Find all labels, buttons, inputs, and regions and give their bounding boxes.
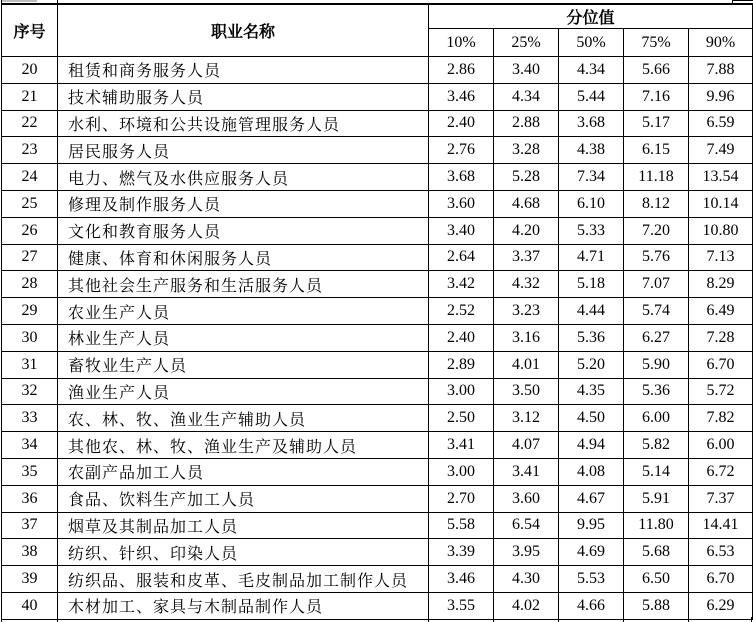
row-occupation: 健康、体育和休闲服务人员 bbox=[58, 244, 429, 271]
row-value: 6.15 bbox=[624, 137, 689, 164]
row-value: 3.16 bbox=[494, 324, 559, 351]
table-body bbox=[2, 57, 753, 620]
row-index: 37 bbox=[2, 512, 58, 539]
header-percentile-group: 分位值 bbox=[429, 4, 753, 29]
row-value: 6.59 bbox=[689, 110, 753, 137]
row-value: 2.40 bbox=[429, 324, 494, 351]
row-value: 2.88 bbox=[494, 110, 559, 137]
bottom-sliver-line-col6 bbox=[688, 617, 689, 622]
row-value: 5.44 bbox=[559, 83, 624, 110]
row-value: 5.28 bbox=[494, 164, 559, 191]
row-value: 4.50 bbox=[559, 405, 624, 432]
row-value: 4.67 bbox=[559, 485, 624, 512]
table-row bbox=[2, 110, 753, 137]
row-value: 13.54 bbox=[689, 164, 753, 191]
row-value: 6.54 bbox=[494, 512, 559, 539]
row-value: 3.60 bbox=[429, 190, 494, 217]
row-value: 2.89 bbox=[429, 351, 494, 378]
bottom-sliver-line-left bbox=[1, 617, 2, 622]
header-percentile-10: 10% bbox=[429, 29, 494, 57]
row-occupation: 食品、饮料生产加工人员 bbox=[58, 485, 429, 512]
row-value: 4.69 bbox=[559, 539, 624, 566]
row-value: 3.28 bbox=[494, 137, 559, 164]
row-value: 6.29 bbox=[689, 592, 753, 619]
row-value: 3.46 bbox=[429, 83, 494, 110]
row-value: 3.00 bbox=[429, 378, 494, 405]
row-value: 4.01 bbox=[494, 351, 559, 378]
row-value: 10.14 bbox=[689, 190, 753, 217]
row-value: 4.71 bbox=[559, 244, 624, 271]
row-value: 4.34 bbox=[494, 83, 559, 110]
table-row bbox=[2, 137, 753, 164]
header-percentile-90: 90% bbox=[689, 29, 753, 57]
bottom-sliver-line-col1 bbox=[57, 617, 58, 622]
row-value: 9.95 bbox=[559, 512, 624, 539]
row-value: 2.40 bbox=[429, 110, 494, 137]
row-value: 2.64 bbox=[429, 244, 494, 271]
row-occupation: 其他社会生产服务和生活服务人员 bbox=[58, 271, 429, 298]
row-value: 2.70 bbox=[429, 485, 494, 512]
row-occupation: 水利、环境和公共设施管理服务人员 bbox=[58, 110, 429, 137]
row-index: 40 bbox=[2, 592, 58, 619]
row-value: 3.55 bbox=[429, 592, 494, 619]
row-value: 6.00 bbox=[689, 432, 753, 459]
row-value: 4.02 bbox=[494, 592, 559, 619]
row-value: 6.00 bbox=[624, 405, 689, 432]
row-value: 5.90 bbox=[624, 351, 689, 378]
row-occupation: 畜牧业生产人员 bbox=[58, 351, 429, 378]
row-value: 7.88 bbox=[689, 57, 753, 84]
header-percentile-75: 75% bbox=[624, 29, 689, 57]
row-value: 3.42 bbox=[429, 271, 494, 298]
row-value: 5.82 bbox=[624, 432, 689, 459]
row-value: 9.96 bbox=[689, 83, 753, 110]
row-value: 6.72 bbox=[689, 458, 753, 485]
row-index: 25 bbox=[2, 190, 58, 217]
row-index: 20 bbox=[2, 57, 58, 84]
row-value: 3.23 bbox=[494, 298, 559, 325]
table-row bbox=[2, 539, 753, 566]
row-value: 6.50 bbox=[624, 566, 689, 593]
table-row bbox=[2, 485, 753, 512]
row-value: 2.52 bbox=[429, 298, 494, 325]
row-index: 35 bbox=[2, 458, 58, 485]
row-occupation: 其他农、林、牧、渔业生产及辅助人员 bbox=[58, 432, 429, 459]
row-value: 6.27 bbox=[624, 324, 689, 351]
row-value: 5.76 bbox=[624, 244, 689, 271]
row-value: 3.40 bbox=[429, 217, 494, 244]
row-occupation: 木材加工、家具与木制品制作人员 bbox=[58, 592, 429, 619]
row-occupation: 电力、燃气及水供应服务人员 bbox=[58, 164, 429, 191]
table-row bbox=[2, 298, 753, 325]
header-percentile-50: 50% bbox=[559, 29, 624, 57]
row-value: 7.07 bbox=[624, 271, 689, 298]
table-row bbox=[2, 458, 753, 485]
top-sliver-line-right-h bbox=[732, 0, 753, 1]
occupation-wage-percentile-table bbox=[1, 3, 753, 620]
row-value: 3.41 bbox=[429, 432, 494, 459]
row-value: 5.53 bbox=[559, 566, 624, 593]
row-value: 2.76 bbox=[429, 137, 494, 164]
row-index: 26 bbox=[2, 217, 58, 244]
row-value: 3.50 bbox=[494, 378, 559, 405]
row-occupation: 纺织品、服装和皮革、毛皮制品加工制作人员 bbox=[58, 566, 429, 593]
row-value: 10.80 bbox=[689, 217, 753, 244]
table-row bbox=[2, 271, 753, 298]
row-value: 4.38 bbox=[559, 137, 624, 164]
row-index: 27 bbox=[2, 244, 58, 271]
row-occupation: 渔业生产人员 bbox=[58, 378, 429, 405]
row-value: 11.18 bbox=[624, 164, 689, 191]
bottom-sliver-line-col4 bbox=[558, 617, 559, 622]
row-value: 4.44 bbox=[559, 298, 624, 325]
table-row bbox=[2, 83, 753, 110]
bottom-sliver-line-col5 bbox=[623, 617, 624, 622]
table-row bbox=[2, 378, 753, 405]
row-value: 5.33 bbox=[559, 217, 624, 244]
table-row bbox=[2, 592, 753, 619]
row-value: 5.36 bbox=[624, 378, 689, 405]
row-value: 7.13 bbox=[689, 244, 753, 271]
row-index: 38 bbox=[2, 539, 58, 566]
header-index: 序号 bbox=[2, 4, 58, 57]
row-value: 6.49 bbox=[689, 298, 753, 325]
table-row bbox=[2, 164, 753, 191]
row-value: 4.34 bbox=[559, 57, 624, 84]
row-value: 4.68 bbox=[494, 190, 559, 217]
row-value: 3.39 bbox=[429, 539, 494, 566]
row-index: 23 bbox=[2, 137, 58, 164]
row-value: 5.91 bbox=[624, 485, 689, 512]
row-value: 5.74 bbox=[624, 298, 689, 325]
row-value: 5.66 bbox=[624, 57, 689, 84]
row-index: 31 bbox=[2, 351, 58, 378]
row-value: 7.20 bbox=[624, 217, 689, 244]
row-value: 6.53 bbox=[689, 539, 753, 566]
row-value: 8.29 bbox=[689, 271, 753, 298]
row-value: 5.17 bbox=[624, 110, 689, 137]
row-occupation: 修理及制作服务人员 bbox=[58, 190, 429, 217]
row-index: 30 bbox=[2, 324, 58, 351]
row-value: 7.16 bbox=[624, 83, 689, 110]
row-occupation: 纺织、针织、印染人员 bbox=[58, 539, 429, 566]
row-value: 5.14 bbox=[624, 458, 689, 485]
table-row bbox=[2, 566, 753, 593]
row-occupation: 居民服务人员 bbox=[58, 137, 429, 164]
table-row bbox=[2, 57, 753, 84]
row-index: 34 bbox=[2, 432, 58, 459]
row-value: 3.68 bbox=[429, 164, 494, 191]
row-value: 3.40 bbox=[494, 57, 559, 84]
row-value: 4.08 bbox=[559, 458, 624, 485]
row-value: 14.41 bbox=[689, 512, 753, 539]
row-value: 5.36 bbox=[559, 324, 624, 351]
row-value: 7.82 bbox=[689, 405, 753, 432]
row-index: 33 bbox=[2, 405, 58, 432]
row-value: 8.12 bbox=[624, 190, 689, 217]
row-value: 5.88 bbox=[624, 592, 689, 619]
row-index: 21 bbox=[2, 83, 58, 110]
row-value: 5.72 bbox=[689, 378, 753, 405]
row-value: 4.30 bbox=[494, 566, 559, 593]
table-row bbox=[2, 512, 753, 539]
row-value: 7.34 bbox=[559, 164, 624, 191]
header-occupation: 职业名称 bbox=[58, 4, 429, 57]
row-value: 5.20 bbox=[559, 351, 624, 378]
row-occupation: 技术辅助服务人员 bbox=[58, 83, 429, 110]
row-index: 22 bbox=[2, 110, 58, 137]
row-value: 3.00 bbox=[429, 458, 494, 485]
table-row bbox=[2, 405, 753, 432]
row-value: 11.80 bbox=[624, 512, 689, 539]
row-value: 4.20 bbox=[494, 217, 559, 244]
row-value: 3.12 bbox=[494, 405, 559, 432]
row-value: 5.18 bbox=[559, 271, 624, 298]
row-index: 29 bbox=[2, 298, 58, 325]
header-percentile-25: 25% bbox=[494, 29, 559, 57]
row-value: 3.68 bbox=[559, 110, 624, 137]
table-row bbox=[2, 432, 753, 459]
row-value: 4.32 bbox=[494, 271, 559, 298]
row-value: 4.07 bbox=[494, 432, 559, 459]
bottom-sliver-line-col3 bbox=[493, 617, 494, 622]
bottom-sliver-line-right bbox=[751, 617, 752, 622]
row-value: 4.94 bbox=[559, 432, 624, 459]
row-occupation: 烟草及其制品加工人员 bbox=[58, 512, 429, 539]
top-sliver-artifact bbox=[2, 0, 37, 2]
row-index: 36 bbox=[2, 485, 58, 512]
row-value: 3.60 bbox=[494, 485, 559, 512]
row-value: 6.70 bbox=[689, 566, 753, 593]
row-value: 7.49 bbox=[689, 137, 753, 164]
row-occupation: 林业生产人员 bbox=[58, 324, 429, 351]
row-value: 4.66 bbox=[559, 592, 624, 619]
table-row bbox=[2, 217, 753, 244]
row-value: 7.37 bbox=[689, 485, 753, 512]
row-index: 28 bbox=[2, 271, 58, 298]
row-value: 5.68 bbox=[624, 539, 689, 566]
row-value: 2.50 bbox=[429, 405, 494, 432]
row-occupation: 文化和教育服务人员 bbox=[58, 217, 429, 244]
row-occupation: 农、林、牧、渔业生产辅助人员 bbox=[58, 405, 429, 432]
row-value: 5.58 bbox=[429, 512, 494, 539]
row-index: 39 bbox=[2, 566, 58, 593]
row-occupation: 租赁和商务服务人员 bbox=[58, 57, 429, 84]
row-value: 6.10 bbox=[559, 190, 624, 217]
row-value: 3.41 bbox=[494, 458, 559, 485]
bottom-sliver-line-col2 bbox=[428, 617, 429, 622]
row-value: 3.46 bbox=[429, 566, 494, 593]
row-value: 3.95 bbox=[494, 539, 559, 566]
table-row bbox=[2, 351, 753, 378]
row-value: 6.70 bbox=[689, 351, 753, 378]
row-occupation: 农业生产人员 bbox=[58, 298, 429, 325]
row-value: 2.86 bbox=[429, 57, 494, 84]
row-index: 24 bbox=[2, 164, 58, 191]
table-row bbox=[2, 244, 753, 271]
table-row bbox=[2, 190, 753, 217]
row-value: 7.28 bbox=[689, 324, 753, 351]
row-index: 32 bbox=[2, 378, 58, 405]
table-row bbox=[2, 324, 753, 351]
row-value: 4.35 bbox=[559, 378, 624, 405]
row-occupation: 农副产品加工人员 bbox=[58, 458, 429, 485]
row-value: 3.37 bbox=[494, 244, 559, 271]
